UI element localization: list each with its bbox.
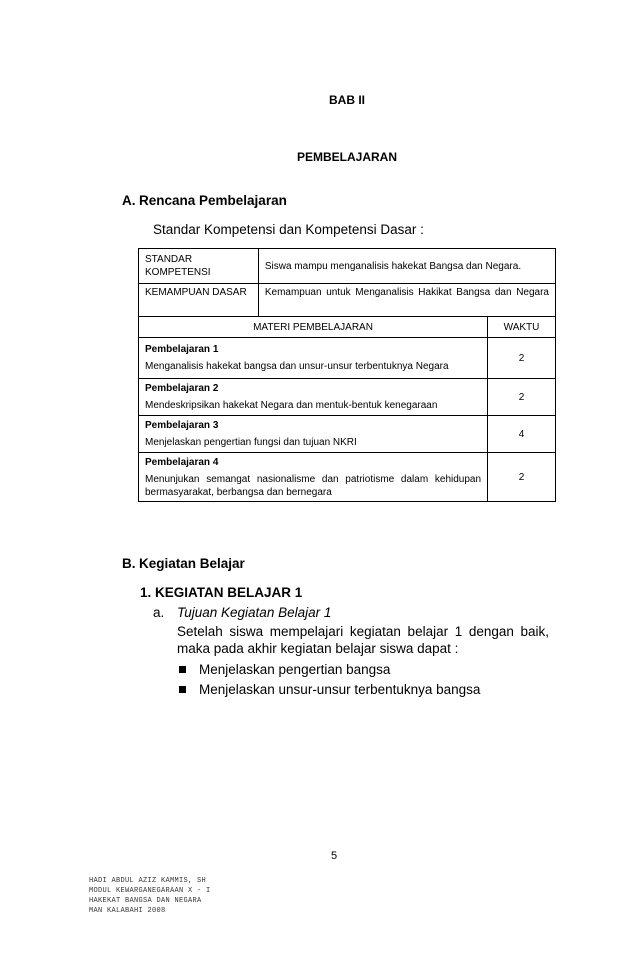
- competency-subheading: Standar Kompetensi dan Kompetensi Dasar :: [153, 222, 424, 237]
- materi-title: Pembelajaran 2: [145, 383, 219, 394]
- kd-label: KEMAMPUAN DASAR: [139, 284, 259, 317]
- objective-subheading: [153, 605, 331, 620]
- materi-title: Pembelajaran 4: [145, 456, 219, 468]
- footer: [89, 876, 211, 916]
- chapter-number: BAB II: [329, 93, 365, 107]
- square-bullet-icon: [179, 686, 186, 693]
- materi-desc: Menunjukan semangat nasionalisme dan patriotisme dalam kehidupan bermasyarakat, berbangsa dan bernegara: [145, 473, 482, 498]
- materi-cell: [139, 379, 488, 416]
- materi-cell: [139, 453, 488, 502]
- footer-line: MODUL KEWARGANEGARAAN X - I: [89, 887, 211, 895]
- standar-value: Siswa mampu menganalisis hakekat Bangsa dan Negara.: [258, 249, 555, 284]
- materi-cell: [139, 338, 488, 379]
- footer-line: HADI ABDUL AZIZ KAMMIS, SH: [89, 877, 207, 885]
- page-number: 5: [331, 850, 338, 862]
- materi-desc: Menganalisis hakekat bangsa dan unsur-unsur terbentuknya Negara: [145, 361, 449, 372]
- list-item: [177, 660, 480, 680]
- section-b-title: Kegiatan Belajar: [139, 556, 245, 571]
- table-row: [139, 416, 556, 453]
- objective-paragraph: Setelah siswa mempelajari kegiatan belajar 1 dengan baik, maka pada akhir kegiatan belajar siswa dapat :: [177, 624, 549, 656]
- waktu-cell: 2: [488, 453, 556, 502]
- section-a-letter: A.: [122, 193, 136, 208]
- table-row: [139, 338, 556, 379]
- table-row: [139, 453, 556, 502]
- list-item: [177, 680, 480, 700]
- table-header-row: [139, 317, 556, 338]
- section-a-heading: [122, 193, 287, 208]
- objective-marker: a.: [153, 605, 165, 620]
- waktu-cell: 2: [488, 379, 556, 416]
- materi-title: Pembelajaran 3: [145, 420, 219, 431]
- activity-heading: 1. KEGIATAN BELAJAR 1: [140, 585, 303, 600]
- materi-header: MATERI PEMBELAJARAN: [139, 317, 488, 338]
- chapter-title: PEMBELAJARAN: [296, 150, 397, 164]
- competency-table: [138, 248, 556, 502]
- table-row-kd: [139, 284, 556, 317]
- table-row: [139, 379, 556, 416]
- standar-label: STANDAR KOMPETENSI: [139, 249, 259, 284]
- table-row-standar: [139, 249, 556, 284]
- section-a-title: Rencana Pembelajaran: [139, 193, 287, 208]
- waktu-cell: 2: [488, 338, 556, 379]
- square-bullet-icon: [179, 666, 186, 673]
- materi-desc: Mendeskripsikan hakekat Negara dan mentuk-bentuk kenegaraan: [145, 400, 438, 411]
- materi-title: Pembelajaran 1: [145, 344, 219, 355]
- section-b-letter: B.: [122, 556, 136, 571]
- objective-list: [177, 660, 480, 699]
- materi-desc: Menjelaskan pengertian fungsi dan tujuan NKRI: [145, 437, 357, 448]
- footer-line: MAN KALABAHI 2008: [89, 907, 166, 915]
- waktu-cell: 4: [488, 416, 556, 453]
- waktu-header: WAKTU: [488, 317, 556, 338]
- list-item-text: Menjelaskan unsur-unsur terbentuknya bangsa: [199, 681, 481, 697]
- footer-line: HAKEKAT BANGSA DAN NEGARA: [89, 897, 202, 905]
- materi-cell: [139, 416, 488, 453]
- objective-title: Tujuan Kegiatan Belajar 1: [177, 605, 332, 620]
- list-item-text: Menjelaskan pengertian bangsa: [199, 662, 391, 677]
- section-b-heading: [122, 556, 245, 571]
- kd-value: Kemampuan untuk Menganalisis Hakikat Bangsa dan Negara: [258, 284, 555, 317]
